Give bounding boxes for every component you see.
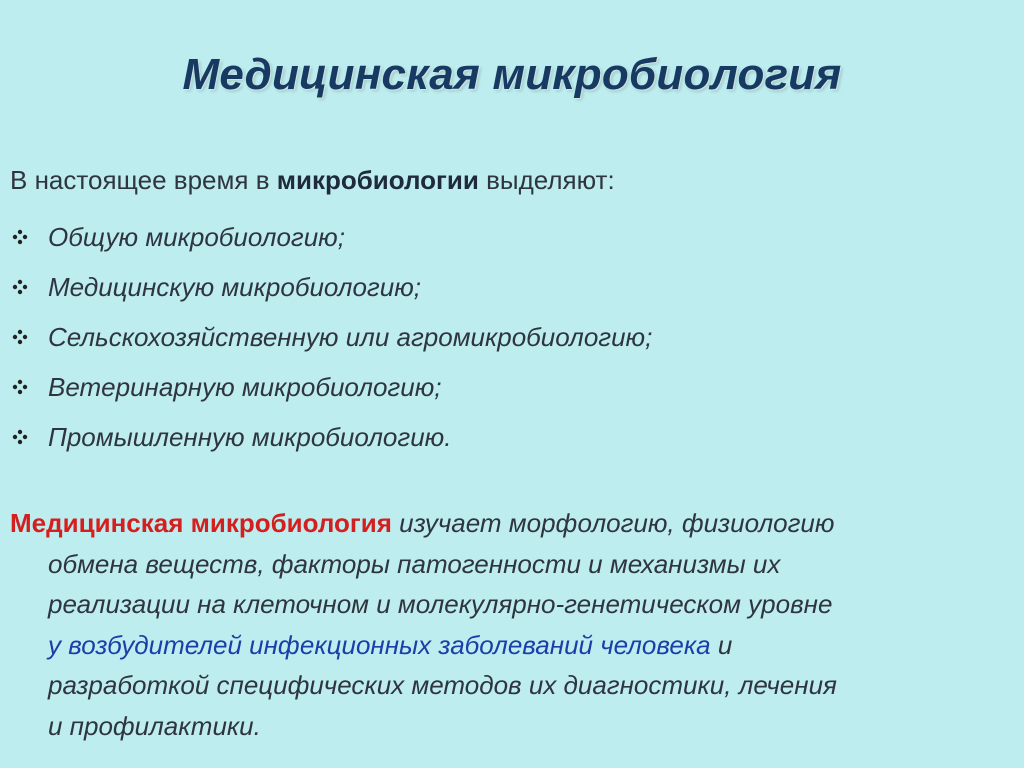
list-item bbox=[0, 312, 652, 362]
paragraph-text: изучает морфологию, физиологию bbox=[391, 508, 835, 538]
diamond-dots-icon bbox=[12, 229, 28, 245]
paragraph-line: разработкой специфических методов их диагностики, лечения bbox=[48, 670, 837, 700]
list-item bbox=[0, 412, 652, 462]
paragraph-line: обмена веществ, факторы патогенности и механизмы их bbox=[48, 548, 781, 579]
list-item-label: Ветеринарную микробиологию; bbox=[48, 371, 442, 402]
paragraph-lead-term: Медицинская микробиология bbox=[10, 508, 392, 538]
diamond-dots-icon bbox=[12, 429, 28, 445]
paragraph-line bbox=[10, 503, 975, 544]
intro-line bbox=[10, 165, 615, 196]
paragraph-text: и bbox=[710, 629, 733, 660]
list-item-label: Медицинскую микробиологию; bbox=[48, 271, 421, 302]
list-item bbox=[0, 212, 652, 262]
list-item-label: Сельскохозяйственную или агромикробиологию; bbox=[48, 321, 653, 352]
paragraph-line: и профилактики. bbox=[48, 710, 261, 741]
list-item bbox=[0, 262, 652, 312]
intro-suffix: выделяют: bbox=[478, 165, 615, 195]
intro-bold-term: микробиологии bbox=[276, 165, 479, 195]
paragraph-line: реализации на клеточном и молекулярно-генетическом уровне bbox=[48, 589, 833, 619]
intro-prefix: В настоящее время в bbox=[10, 165, 277, 195]
diamond-dots-icon bbox=[12, 279, 28, 295]
diamond-dots-icon bbox=[12, 379, 28, 395]
paragraph-highlight: у возбудителей инфекционных заболеваний человека bbox=[48, 629, 711, 660]
list-item-label: Общую микробиологию; bbox=[48, 221, 345, 252]
list-item bbox=[0, 362, 652, 412]
list-item-label: Промышленную микробиологию. bbox=[48, 421, 452, 452]
paragraph-line bbox=[10, 625, 975, 666]
slide-title: Медицинская микробиология bbox=[182, 50, 842, 99]
microbiology-branches-list bbox=[0, 212, 652, 462]
diamond-dots-icon bbox=[12, 329, 28, 345]
definition-paragraph bbox=[10, 503, 975, 746]
